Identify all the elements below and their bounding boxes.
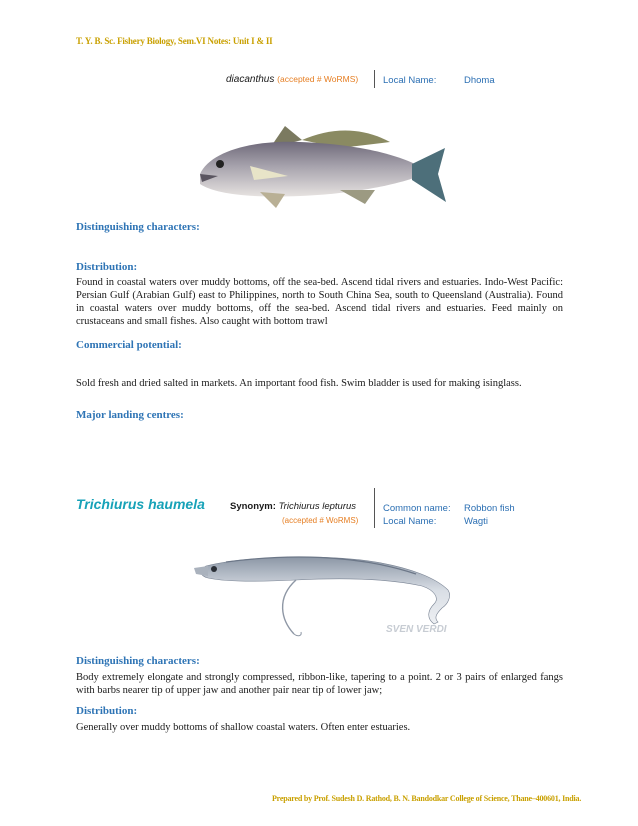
croaker-fish-image <box>190 118 450 210</box>
species1-local-name-value: Dhoma <box>464 75 495 86</box>
divider <box>374 488 375 528</box>
watermark: SVEN VERDI <box>386 624 447 635</box>
page-header: T. Y. B. Sc. Fishery Biology, Sem.VI Notes: Unit I & II <box>76 36 273 46</box>
species1-distribution-heading: Distribution: <box>76 261 138 273</box>
species1-distinguishing-heading: Distinguishing characters: <box>76 221 200 233</box>
species2-accepted-note: (accepted # WoRMS) <box>282 516 359 525</box>
species1-landing-heading: Major landing centres: <box>76 409 184 421</box>
species2-distinguishing-text: Body extremely elongate and strongly compressed, ribbon-like, tapering to a point. 2 or 3 pairs of enlarged fangs with barbs nearer tip of upper jaw and another pair near tip of lower jaw; <box>76 672 563 696</box>
species1-local-name-label: Local Name: <box>383 75 437 86</box>
species1-distribution-text: Found in coastal waters over muddy bottoms, off the sea-bed. Ascend tidal rivers and estuaries. Indo-West Pacific: Persian Gulf (Arabian Gulf) east to Philippines, north to South China Sea, south to Queensland (Australia). Found in coastal waters over muddy bottoms, off the sea-bed. Ascend tidal rivers and estuaries. Feed mainly on crustaceans and small fishes. Also caught with bottom trawl <box>76 277 563 327</box>
species1-name-fragment: diacanthus <box>226 74 275 85</box>
divider <box>374 70 375 88</box>
species1-accepted-note: (accepted # WoRMS) <box>277 74 359 84</box>
species1-commercial-heading: Commercial potential: <box>76 339 182 351</box>
species2-synonym-value: Trichiurus lepturus <box>278 501 357 512</box>
species2-name: Trichiurus haumela <box>76 496 205 512</box>
species1-name-row <box>226 74 358 85</box>
species2-common-name-value: Robbon fish <box>464 503 515 514</box>
species2-common-name-label: Common name: <box>383 503 451 514</box>
ribbonfish-image <box>186 538 458 640</box>
species2-distribution-text: Generally over muddy bottoms of shallow coastal waters. Often enter estuaries. <box>76 722 411 733</box>
species2-synonym <box>230 501 356 512</box>
species1-commercial-text: Sold fresh and dried salted in markets. An important food fish. Swim bladder is used for making isinglass. <box>76 378 522 389</box>
species2-distribution-heading: Distribution: <box>76 705 138 717</box>
page-footer: Prepared by Prof. Sudesh D. Rathod, B. N. Bandodkar College of Science, Thane–400601, India. <box>272 794 582 803</box>
species2-local-name-label: Local Name: <box>383 516 437 527</box>
species2-synonym-label: Synonym: <box>230 501 276 512</box>
species2-distinguishing-heading: Distinguishing characters: <box>76 655 200 667</box>
species2-local-name-value: Wagti <box>464 516 488 527</box>
